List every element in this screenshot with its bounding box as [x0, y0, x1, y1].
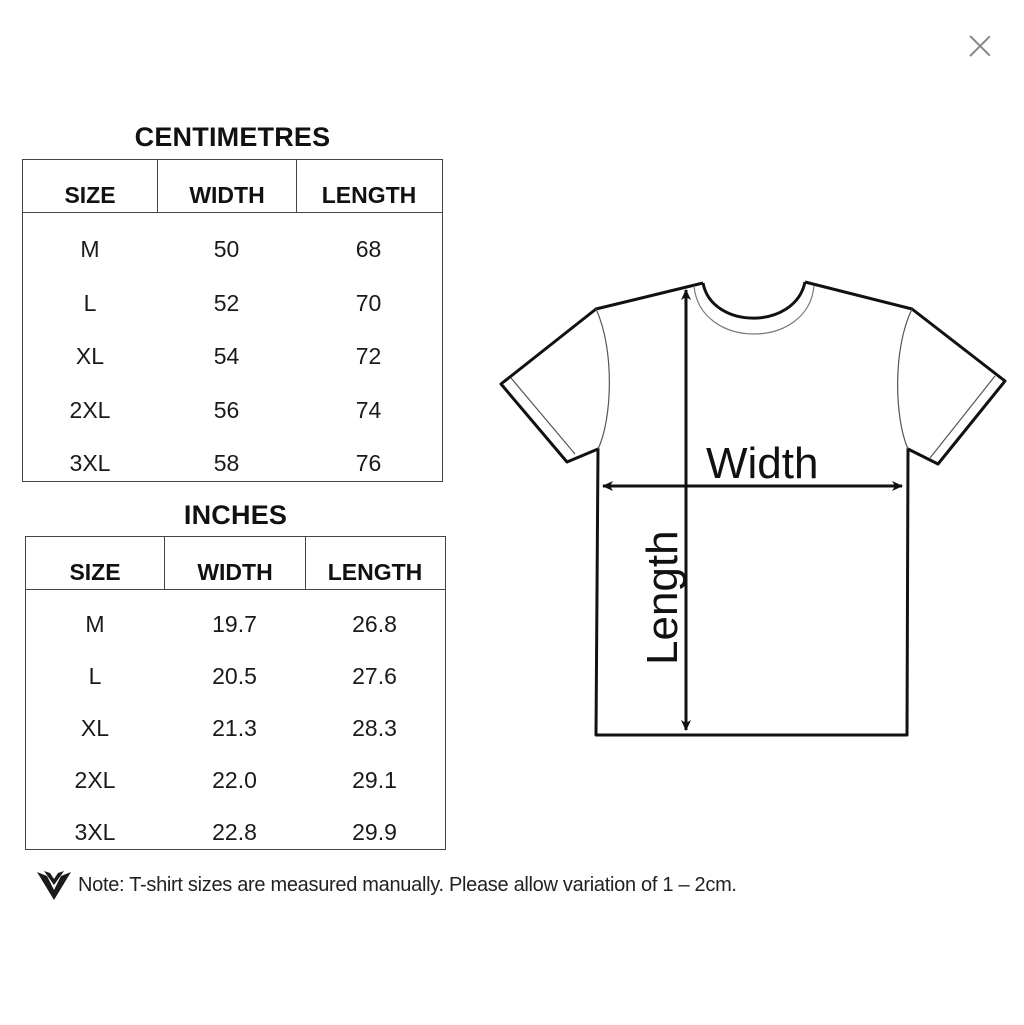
length-cell: 76: [355, 450, 382, 477]
inches-table: [25, 536, 446, 850]
length-label: Length: [638, 530, 687, 665]
width-cell: 52: [213, 289, 240, 316]
size-cell: M: [85, 610, 105, 637]
table-header: [23, 160, 442, 213]
table-row: [26, 702, 445, 754]
length-cell: 74: [355, 396, 382, 423]
table-row: [23, 437, 442, 491]
tshirt-diagram: [496, 276, 1012, 746]
size-cell: 2XL: [69, 396, 111, 423]
tshirt-outline: [501, 282, 1005, 735]
note-text: Note: T-shirt sizes are measured manually. Please allow variation of 1 – 2cm.: [78, 873, 737, 896]
header-length: LENGTH: [296, 160, 441, 212]
length-cell: 29.9: [352, 818, 397, 845]
table-row: [26, 806, 445, 858]
width-cell: 58: [213, 450, 240, 477]
inches-title: INCHES: [183, 500, 288, 530]
header-width: WIDTH: [157, 160, 296, 212]
width-cell: 20.5: [212, 662, 257, 689]
table-row: [23, 330, 442, 384]
length-cell: 72: [355, 343, 382, 370]
width-cell: 19.7: [212, 610, 257, 637]
table-row: [26, 598, 445, 650]
size-cell: XL: [75, 343, 105, 370]
header-length: LENGTH: [305, 537, 444, 589]
length-cell: 27.6: [352, 662, 397, 689]
table-row: [23, 384, 442, 438]
length-cell: 28.3: [352, 714, 397, 741]
centimetres-title: CENTIMETRES: [134, 122, 331, 152]
header-size: SIZE: [64, 182, 116, 208]
table-row: [23, 277, 442, 331]
note: [36, 868, 737, 902]
width-cell: 54: [213, 343, 240, 370]
length-cell: 70: [355, 289, 382, 316]
size-cell: M: [80, 236, 100, 263]
brand-logo-icon: [36, 868, 72, 902]
size-cell: 3XL: [69, 450, 111, 477]
header-width: WIDTH: [164, 537, 305, 589]
length-cell: 29.1: [352, 766, 397, 793]
width-cell: 22.8: [212, 818, 257, 845]
table-row: [23, 223, 442, 277]
table-row: [26, 754, 445, 806]
length-cell: 26.8: [352, 610, 397, 637]
size-cell: 2XL: [74, 766, 116, 793]
width-cell: 22.0: [212, 766, 257, 793]
width-cell: 21.3: [212, 714, 257, 741]
size-cell: 3XL: [74, 818, 116, 845]
length-cell: 68: [355, 236, 382, 263]
table-header: [26, 537, 445, 590]
size-cell: L: [88, 662, 102, 689]
width-label: Width: [706, 439, 819, 488]
table-row: [26, 650, 445, 702]
width-cell: 56: [213, 396, 240, 423]
centimetres-table: [22, 159, 443, 482]
size-cell: XL: [80, 714, 110, 741]
header-size: SIZE: [69, 559, 121, 585]
size-cell: L: [83, 289, 97, 316]
close-icon[interactable]: [966, 32, 994, 60]
width-cell: 50: [213, 236, 240, 263]
